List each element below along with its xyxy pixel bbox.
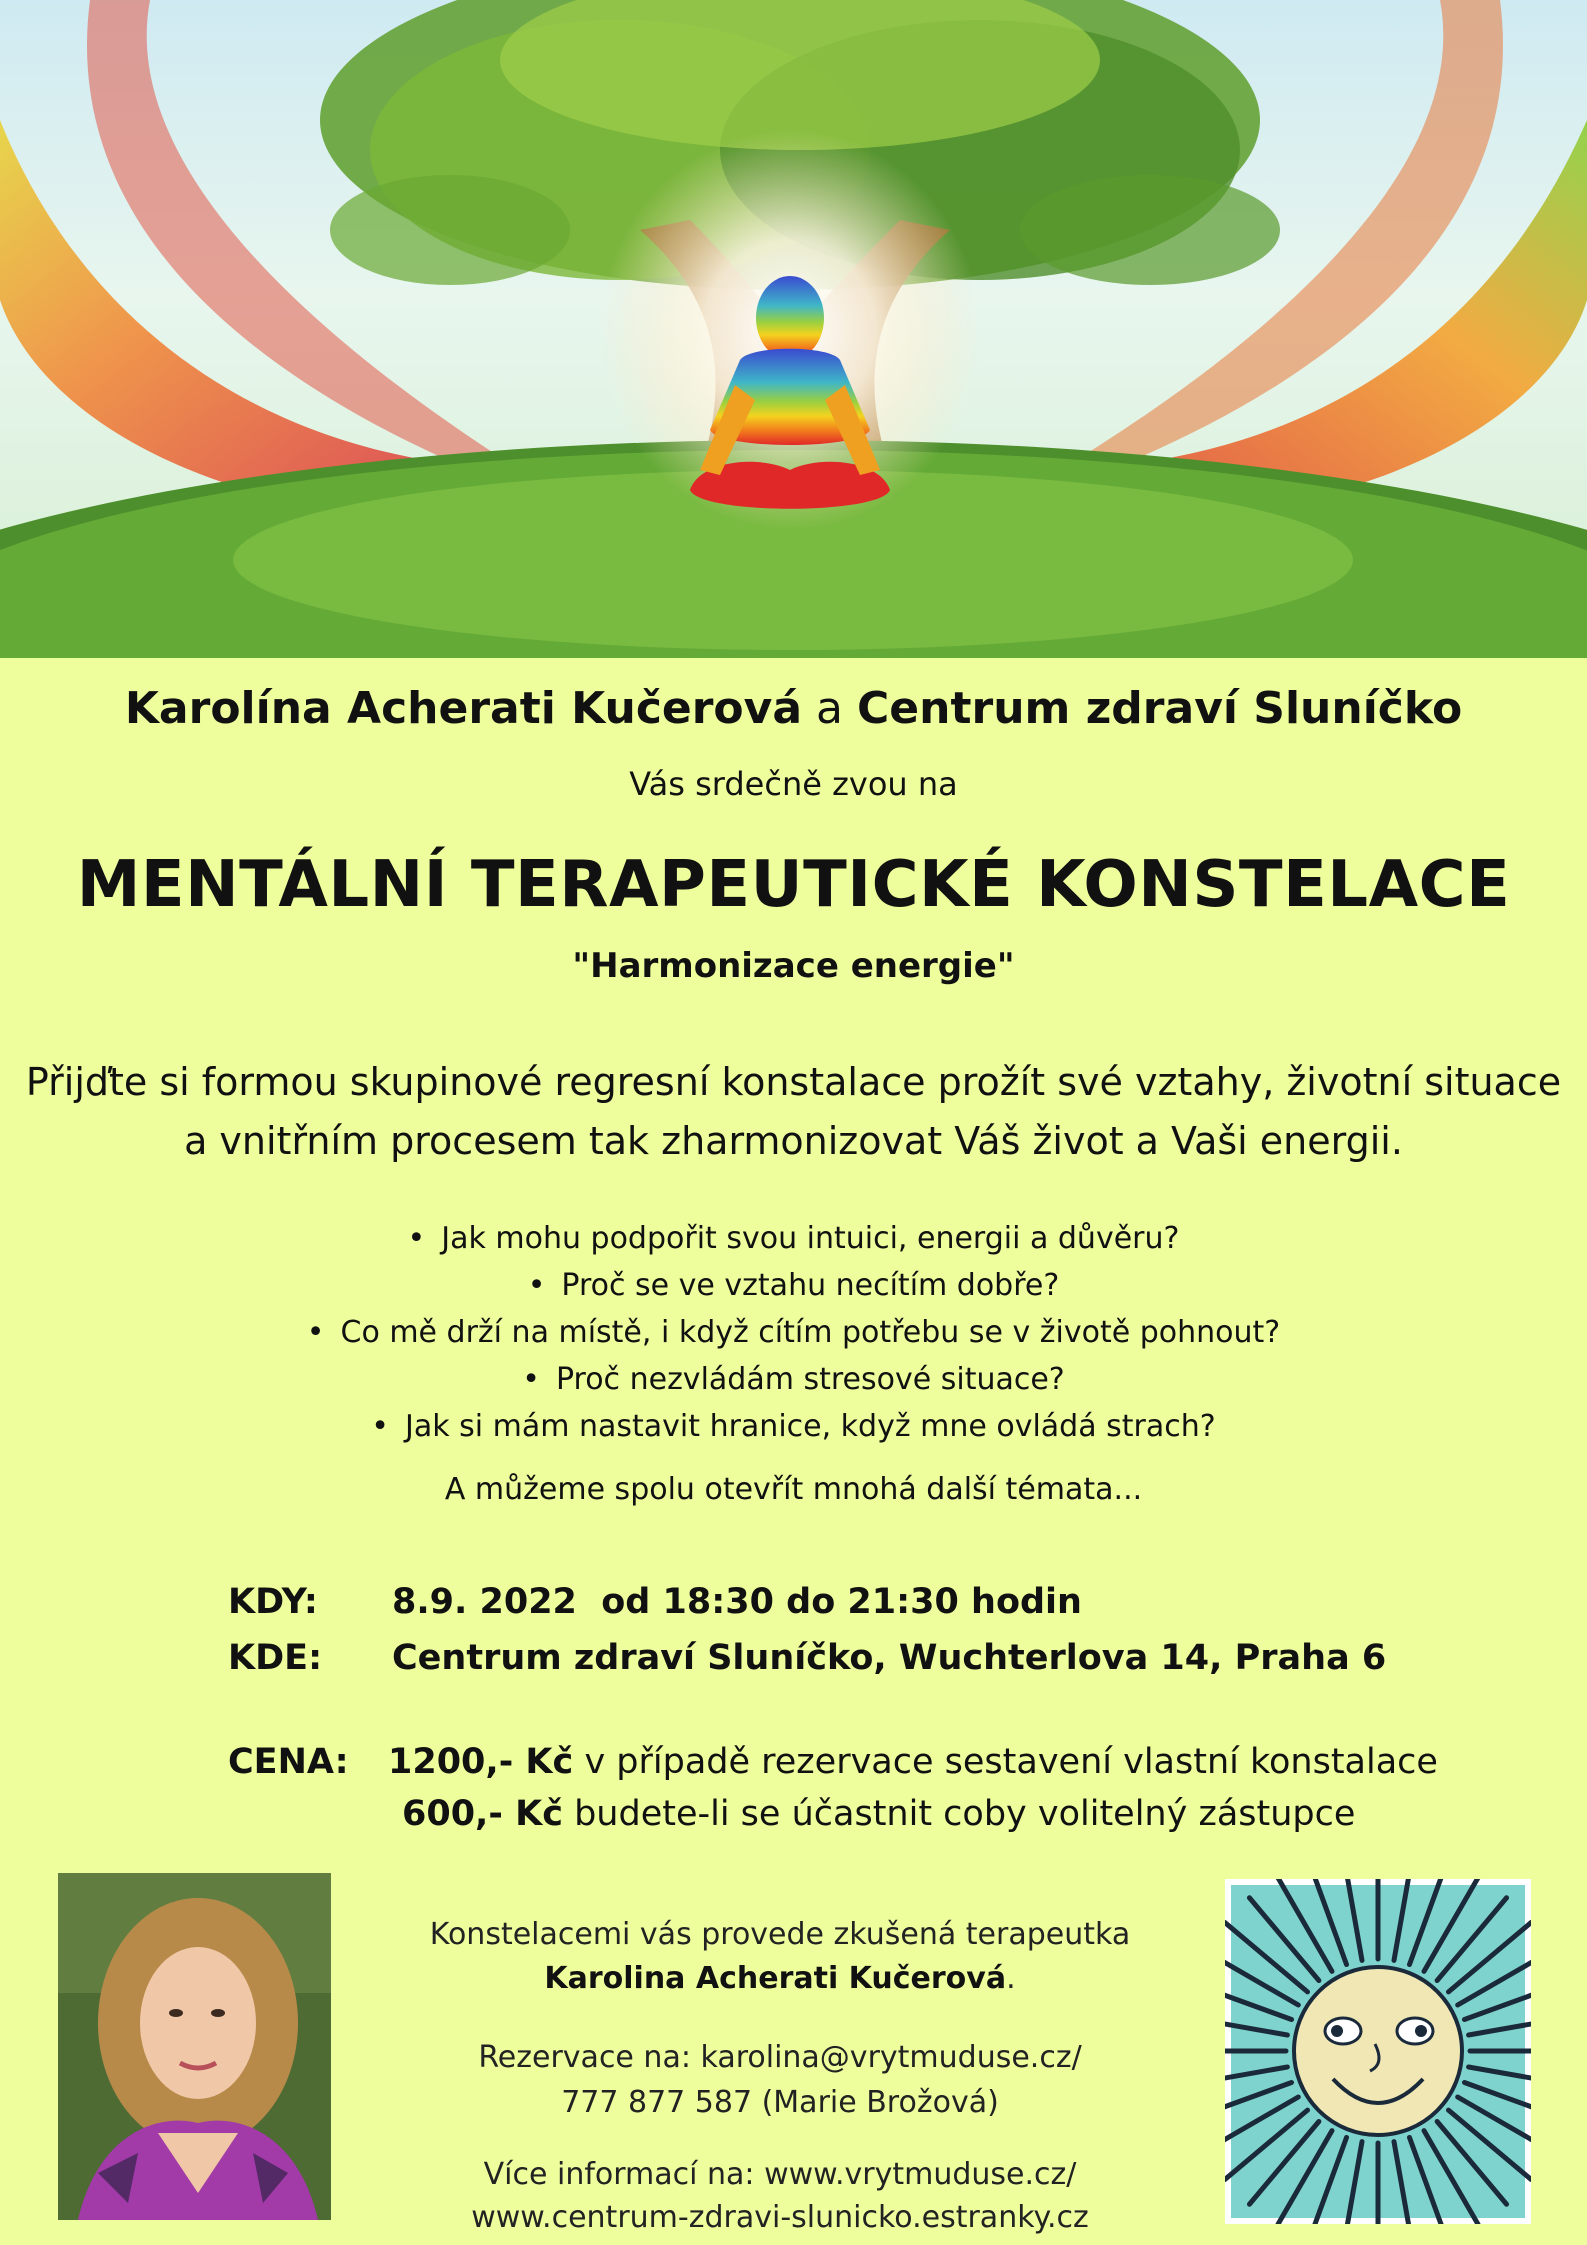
organizer-person: Karolína Acherati Kučerová	[124, 683, 803, 734]
organizer-center: Centrum zdraví Sluníčko	[857, 683, 1463, 734]
question-item: • Jak mohu podpořit svou intuici, energii a důvěru?	[0, 1215, 1587, 1262]
more-info-label: Více informací na:	[483, 2157, 755, 2192]
where-label: KDE:	[228, 1638, 323, 1678]
price-desc-1: v případě rezervace sestavení vlastní konstalace	[584, 1742, 1438, 1782]
guide-line	[340, 1961, 1220, 1996]
question-item: • Proč se ve vztahu necítím dobře?	[0, 1262, 1587, 1309]
reservation-label: Rezervace na:	[478, 2040, 691, 2075]
event-subtitle: "Harmonizace energie"	[572, 946, 1015, 986]
price-option-2	[402, 1794, 1355, 1834]
invite-text: Vás srdečně zvou na	[629, 765, 958, 803]
organizers-line	[0, 683, 1587, 734]
price-amount-2: 600,- Kč	[402, 1794, 563, 1834]
price-desc-2: budete-li se účastnit coby volitelný zástupce	[574, 1794, 1356, 1834]
guide-name: Karolina Acherati Kučerová	[544, 1961, 1007, 1996]
question-list	[0, 1215, 1587, 1450]
hero-illustration	[0, 0, 1587, 658]
more-info-line	[340, 2157, 1220, 2192]
guide-dot: .	[1006, 1961, 1016, 1996]
therapist-photo	[58, 1873, 331, 2220]
reservation-line	[340, 2040, 1220, 2075]
smiling-sun-icon	[1225, 1879, 1531, 2224]
meditation-tree-illustration	[0, 0, 1587, 658]
question-item: • Proč nezvládám stresové situace?	[0, 1356, 1587, 1403]
portrait-image	[58, 1873, 331, 2220]
price-label: CENA:	[228, 1742, 349, 1782]
when-label: KDY:	[228, 1582, 318, 1622]
guide-intro: Konstelacemi vás provede zkušená terapeutka	[429, 1917, 1131, 1952]
question-item: • Co mě drží na místě, i když cítím potřebu se v životě pohnout?	[0, 1309, 1587, 1356]
sun-logo	[1225, 1879, 1531, 2224]
question-item: • Jak si mám nastavit hranice, když mne ovládá strach?	[0, 1403, 1587, 1450]
price-row-1	[228, 1742, 349, 1782]
more-info-url-2[interactable]: www.centrum-zdravi-slunicko.estranky.cz	[471, 2200, 1089, 2235]
intro-line-2: a vnitřním procesem tak zharmonizovat Váš život a Vaši energii.	[184, 1119, 1403, 1163]
reservation-phone[interactable]: 777 877 587 (Marie Brožová)	[561, 2085, 999, 2120]
price-amount-1: 1200,- Kč	[388, 1742, 574, 1782]
intro-paragraph	[0, 1053, 1587, 1171]
price-option-1	[388, 1742, 1438, 1782]
event-title: MENTÁLNÍ TERAPEUTICKÉ KONSTELACE	[76, 848, 1511, 922]
organizer-connector: a	[816, 683, 844, 734]
where-value: Centrum zdraví Sluníčko, Wuchterlova 14, Praha 6	[392, 1638, 1387, 1678]
reservation-email[interactable]: karolina@vrytmuduse.cz/	[700, 2040, 1082, 2075]
intro-line-1: Přijďte si formou skupinové regresní konstalace prožít své vztahy, životní situace	[25, 1060, 1562, 1104]
more-topics-text: A můžeme spolu otevřít mnohá další témata...	[444, 1472, 1143, 1507]
more-info-url-1[interactable]: www.vrytmuduse.cz/	[764, 2157, 1077, 2192]
when-value: 8.9. 2022 od 18:30 do 21:30 hodin	[392, 1582, 1082, 1622]
